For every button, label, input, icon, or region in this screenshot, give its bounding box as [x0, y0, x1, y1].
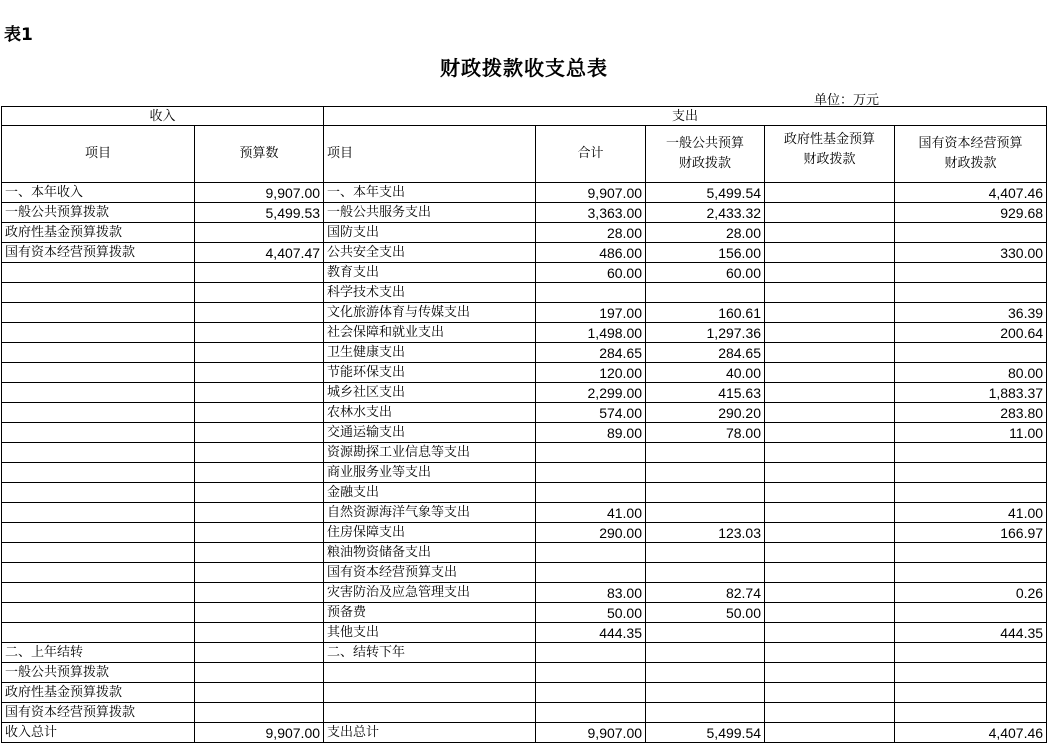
total-header: 合计: [536, 126, 646, 183]
state-capital-cell: [895, 483, 1047, 503]
total-cell: [536, 563, 646, 583]
state-capital-cell: 200.64: [895, 323, 1047, 343]
income-amount-cell: [195, 423, 324, 443]
expense-item-cell: 资源勘探工业信息等支出: [324, 443, 536, 463]
income-amount-cell: [195, 483, 324, 503]
state-capital-cell: 929.68: [895, 203, 1047, 223]
expense-item-cell: 科学技术支出: [324, 283, 536, 303]
income-item-cell: [2, 583, 195, 603]
gov-fund-cell: [765, 383, 895, 403]
table-row: [2, 503, 1047, 523]
total-cell: 444.35: [536, 623, 646, 643]
budget-summary-table: [1, 106, 1047, 743]
expense-item-cell: [324, 703, 536, 723]
expense-item-cell: [324, 683, 536, 703]
table-row: [2, 323, 1047, 343]
general-budget-header-line1: 一般公共预算: [666, 136, 745, 151]
expense-item-cell: 预备费: [324, 603, 536, 623]
expense-item-cell: 其他支出: [324, 623, 536, 643]
state-capital-cell: 1,883.37: [895, 383, 1047, 403]
gov-fund-cell: [765, 183, 895, 203]
income-amount-cell: [195, 543, 324, 563]
general-budget-cell: 290.20: [646, 403, 765, 423]
total-cell: 60.00: [536, 263, 646, 283]
general-budget-cell: [646, 643, 765, 663]
general-budget-cell: [646, 663, 765, 683]
total-cell: 120.00: [536, 363, 646, 383]
expense-item-cell: 支出总计: [324, 723, 536, 743]
table-row: [2, 563, 1047, 583]
general-budget-cell: 1,297.36: [646, 323, 765, 343]
table-row: [2, 263, 1047, 283]
total-cell: 89.00: [536, 423, 646, 443]
table-row: [2, 623, 1047, 643]
state-capital-cell: [895, 643, 1047, 663]
state-capital-cell: 4,407.46: [895, 723, 1047, 743]
general-budget-cell: 284.65: [646, 343, 765, 363]
general-budget-cell: 415.63: [646, 383, 765, 403]
gov-fund-cell: [765, 263, 895, 283]
income-item-cell: [2, 623, 195, 643]
gov-fund-cell: [765, 643, 895, 663]
expense-item-cell: 教育支出: [324, 263, 536, 283]
table-row: [2, 683, 1047, 703]
expense-item-cell: 公共安全支出: [324, 243, 536, 263]
state-capital-cell: [895, 443, 1047, 463]
state-capital-cell: 283.80: [895, 403, 1047, 423]
total-cell: 9,907.00: [536, 723, 646, 743]
table-row: [2, 663, 1047, 683]
state-capital-cell: [895, 283, 1047, 303]
income-amount-cell: 9,907.00: [195, 723, 324, 743]
total-cell: [536, 703, 646, 723]
income-item-cell: [2, 463, 195, 483]
state-capital-cell: 4,407.46: [895, 183, 1047, 203]
income-amount-cell: [195, 663, 324, 683]
expense-item-cell: 一、本年支出: [324, 183, 536, 203]
gov-fund-cell: [765, 463, 895, 483]
income-amount-cell: [195, 703, 324, 723]
expense-item-cell: 粮油物资储备支出: [324, 543, 536, 563]
income-item-cell: [2, 303, 195, 323]
expense-item-cell: 金融支出: [324, 483, 536, 503]
expense-item-header: 项目: [324, 126, 536, 183]
expense-item-cell: 交通运输支出: [324, 423, 536, 443]
total-cell: [536, 683, 646, 703]
total-cell: 3,363.00: [536, 203, 646, 223]
income-item-cell: [2, 403, 195, 423]
table-row: [2, 543, 1047, 563]
income-amount-cell: 9,907.00: [195, 183, 324, 203]
state-capital-cell: 11.00: [895, 423, 1047, 443]
income-amount-cell: [195, 463, 324, 483]
gov-fund-cell: [765, 283, 895, 303]
general-budget-cell: 123.03: [646, 523, 765, 543]
general-budget-cell: [646, 443, 765, 463]
table-row: [2, 303, 1047, 323]
total-cell: [536, 463, 646, 483]
table-row: [2, 223, 1047, 243]
gov-fund-cell: [765, 423, 895, 443]
table-row: [2, 423, 1047, 443]
state-capital-cell: [895, 463, 1047, 483]
expense-item-cell: 自然资源海洋气象等支出: [324, 503, 536, 523]
general-budget-cell: [646, 543, 765, 563]
income-item-cell: 一般公共预算拨款: [2, 663, 195, 683]
expense-section-header: 支出: [324, 107, 1047, 126]
gov-fund-cell: [765, 543, 895, 563]
state-capital-cell: 80.00: [895, 363, 1047, 383]
income-amount-cell: [195, 563, 324, 583]
expense-item-cell: 二、结转下年: [324, 643, 536, 663]
general-budget-cell: [646, 483, 765, 503]
gov-fund-cell: [765, 503, 895, 523]
income-amount-cell: [195, 323, 324, 343]
state-capital-cell: [895, 563, 1047, 583]
total-cell: [536, 643, 646, 663]
income-item-cell: [2, 323, 195, 343]
general-budget-cell: 5,499.54: [646, 723, 765, 743]
expense-item-cell: [324, 663, 536, 683]
section-header-row: [2, 107, 1047, 126]
income-item-cell: [2, 363, 195, 383]
state-capital-cell: 0.26: [895, 583, 1047, 603]
income-item-cell: [2, 563, 195, 583]
general-budget-cell: 28.00: [646, 223, 765, 243]
total-cell: 50.00: [536, 603, 646, 623]
general-budget-cell: 78.00: [646, 423, 765, 443]
income-amount-cell: [195, 523, 324, 543]
state-capital-header-line1: 国有资本经营预算: [918, 136, 1023, 151]
expense-item-cell: 城乡社区支出: [324, 383, 536, 403]
table-number-label: 表1: [4, 25, 33, 45]
gov-fund-cell: [765, 303, 895, 323]
income-item-cell: 收入总计: [2, 723, 195, 743]
state-capital-cell: [895, 343, 1047, 363]
income-item-header: 项目: [2, 126, 195, 183]
income-budget-header: 预算数: [195, 126, 324, 183]
general-budget-cell: [646, 563, 765, 583]
total-cell: 41.00: [536, 503, 646, 523]
gov-fund-header: [765, 126, 895, 183]
income-amount-cell: [195, 443, 324, 463]
income-item-cell: [2, 543, 195, 563]
income-amount-cell: [195, 403, 324, 423]
gov-fund-cell: [765, 403, 895, 423]
general-budget-cell: 82.74: [646, 583, 765, 603]
income-item-cell: 政府性基金预算拨款: [2, 223, 195, 243]
income-item-cell: 政府性基金预算拨款: [2, 683, 195, 703]
income-item-cell: 二、上年结转: [2, 643, 195, 663]
income-amount-cell: 4,407.47: [195, 243, 324, 263]
income-amount-cell: [195, 263, 324, 283]
gov-fund-cell: [765, 363, 895, 383]
table-row: [2, 583, 1047, 603]
table-row: [2, 723, 1047, 743]
state-capital-cell: 41.00: [895, 503, 1047, 523]
income-amount-cell: [195, 223, 324, 243]
income-item-cell: [2, 603, 195, 623]
income-item-cell: [2, 343, 195, 363]
gov-fund-cell: [765, 243, 895, 263]
total-cell: [536, 483, 646, 503]
total-cell: 197.00: [536, 303, 646, 323]
table-row: [2, 203, 1047, 223]
income-item-cell: [2, 443, 195, 463]
general-budget-header: [646, 126, 765, 183]
income-item-cell: [2, 423, 195, 443]
expense-item-cell: 一般公共服务支出: [324, 203, 536, 223]
income-item-cell: [2, 523, 195, 543]
total-cell: 28.00: [536, 223, 646, 243]
income-amount-cell: [195, 583, 324, 603]
income-item-cell: 一、本年收入: [2, 183, 195, 203]
expense-item-cell: 国有资本经营预算支出: [324, 563, 536, 583]
gov-fund-cell: [765, 683, 895, 703]
total-cell: [536, 443, 646, 463]
income-item-cell: [2, 503, 195, 523]
general-budget-cell: 160.61: [646, 303, 765, 323]
table-row: [2, 443, 1047, 463]
total-cell: [536, 663, 646, 683]
table-row: [2, 463, 1047, 483]
income-item-cell: [2, 283, 195, 303]
gov-fund-cell: [765, 563, 895, 583]
gov-fund-cell: [765, 483, 895, 503]
total-cell: 83.00: [536, 583, 646, 603]
income-amount-cell: [195, 623, 324, 643]
gov-fund-cell: [765, 203, 895, 223]
expense-item-cell: 住房保障支出: [324, 523, 536, 543]
total-cell: 2,299.00: [536, 383, 646, 403]
table-row: [2, 603, 1047, 623]
table-row: [2, 703, 1047, 723]
general-budget-header-line2: 财政拨款: [679, 156, 732, 171]
general-budget-cell: 156.00: [646, 243, 765, 263]
table-row: [2, 343, 1047, 363]
expense-item-cell: 灾害防治及应急管理支出: [324, 583, 536, 603]
table-row: [2, 183, 1047, 203]
general-budget-cell: 5,499.54: [646, 183, 765, 203]
state-capital-header: [895, 126, 1047, 183]
income-amount-cell: [195, 643, 324, 663]
state-capital-cell: 36.39: [895, 303, 1047, 323]
table-row: [2, 383, 1047, 403]
total-cell: 574.00: [536, 403, 646, 423]
income-amount-cell: [195, 363, 324, 383]
table-row: [2, 283, 1047, 303]
gov-fund-cell: [765, 443, 895, 463]
table-row: [2, 483, 1047, 503]
income-item-cell: 国有资本经营预算拨款: [2, 703, 195, 723]
gov-fund-cell: [765, 323, 895, 343]
state-capital-cell: 166.97: [895, 523, 1047, 543]
state-capital-header-line2: 财政拨款: [944, 156, 997, 171]
general-budget-cell: [646, 283, 765, 303]
total-cell: 290.00: [536, 523, 646, 543]
income-amount-cell: 5,499.53: [195, 203, 324, 223]
expense-item-cell: 卫生健康支出: [324, 343, 536, 363]
income-item-cell: [2, 263, 195, 283]
general-budget-cell: [646, 503, 765, 523]
expense-item-cell: 文化旅游体育与传媒支出: [324, 303, 536, 323]
gov-fund-cell: [765, 523, 895, 543]
gov-fund-cell: [765, 603, 895, 623]
table-row: [2, 523, 1047, 543]
general-budget-cell: [646, 703, 765, 723]
expense-item-cell: 节能环保支出: [324, 363, 536, 383]
table-row: [2, 243, 1047, 263]
gov-fund-header-line1: 政府性基金预算: [784, 132, 876, 147]
income-amount-cell: [195, 603, 324, 623]
state-capital-cell: [895, 703, 1047, 723]
general-budget-cell: 40.00: [646, 363, 765, 383]
total-cell: 486.00: [536, 243, 646, 263]
gov-fund-cell: [765, 663, 895, 683]
table-row: [2, 643, 1047, 663]
table-row: [2, 403, 1047, 423]
document-title: 财政拨款收支总表: [440, 56, 608, 80]
income-amount-cell: [195, 503, 324, 523]
total-cell: 284.65: [536, 343, 646, 363]
gov-fund-cell: [765, 343, 895, 363]
state-capital-cell: [895, 663, 1047, 683]
general-budget-cell: 60.00: [646, 263, 765, 283]
income-amount-cell: [195, 383, 324, 403]
state-capital-cell: [895, 263, 1047, 283]
gov-fund-cell: [765, 623, 895, 643]
table-row: [2, 363, 1047, 383]
general-budget-cell: 2,433.32: [646, 203, 765, 223]
state-capital-cell: [895, 603, 1047, 623]
income-amount-cell: [195, 303, 324, 323]
state-capital-cell: [895, 223, 1047, 243]
state-capital-cell: 444.35: [895, 623, 1047, 643]
income-amount-cell: [195, 683, 324, 703]
general-budget-cell: [646, 683, 765, 703]
general-budget-cell: [646, 463, 765, 483]
gov-fund-cell: [765, 723, 895, 743]
gov-fund-cell: [765, 583, 895, 603]
income-item-cell: 国有资本经营预算拨款: [2, 243, 195, 263]
unit-label: 单位：万元: [814, 93, 880, 108]
total-cell: [536, 283, 646, 303]
total-cell: [536, 543, 646, 563]
state-capital-cell: 330.00: [895, 243, 1047, 263]
state-capital-cell: [895, 543, 1047, 563]
expense-item-cell: 国防支出: [324, 223, 536, 243]
income-amount-cell: [195, 343, 324, 363]
income-item-cell: 一般公共预算拨款: [2, 203, 195, 223]
income-item-cell: [2, 483, 195, 503]
expense-item-cell: 商业服务业等支出: [324, 463, 536, 483]
total-cell: 1,498.00: [536, 323, 646, 343]
income-item-cell: [2, 383, 195, 403]
state-capital-cell: [895, 683, 1047, 703]
gov-fund-header-line2: 财政拨款: [803, 152, 856, 167]
income-section-header: 收入: [2, 107, 324, 126]
income-amount-cell: [195, 283, 324, 303]
gov-fund-cell: [765, 703, 895, 723]
column-header-row: [2, 126, 1047, 183]
total-cell: 9,907.00: [536, 183, 646, 203]
general-budget-cell: [646, 623, 765, 643]
gov-fund-cell: [765, 223, 895, 243]
expense-item-cell: 社会保障和就业支出: [324, 323, 536, 343]
expense-item-cell: 农林水支出: [324, 403, 536, 423]
general-budget-cell: 50.00: [646, 603, 765, 623]
